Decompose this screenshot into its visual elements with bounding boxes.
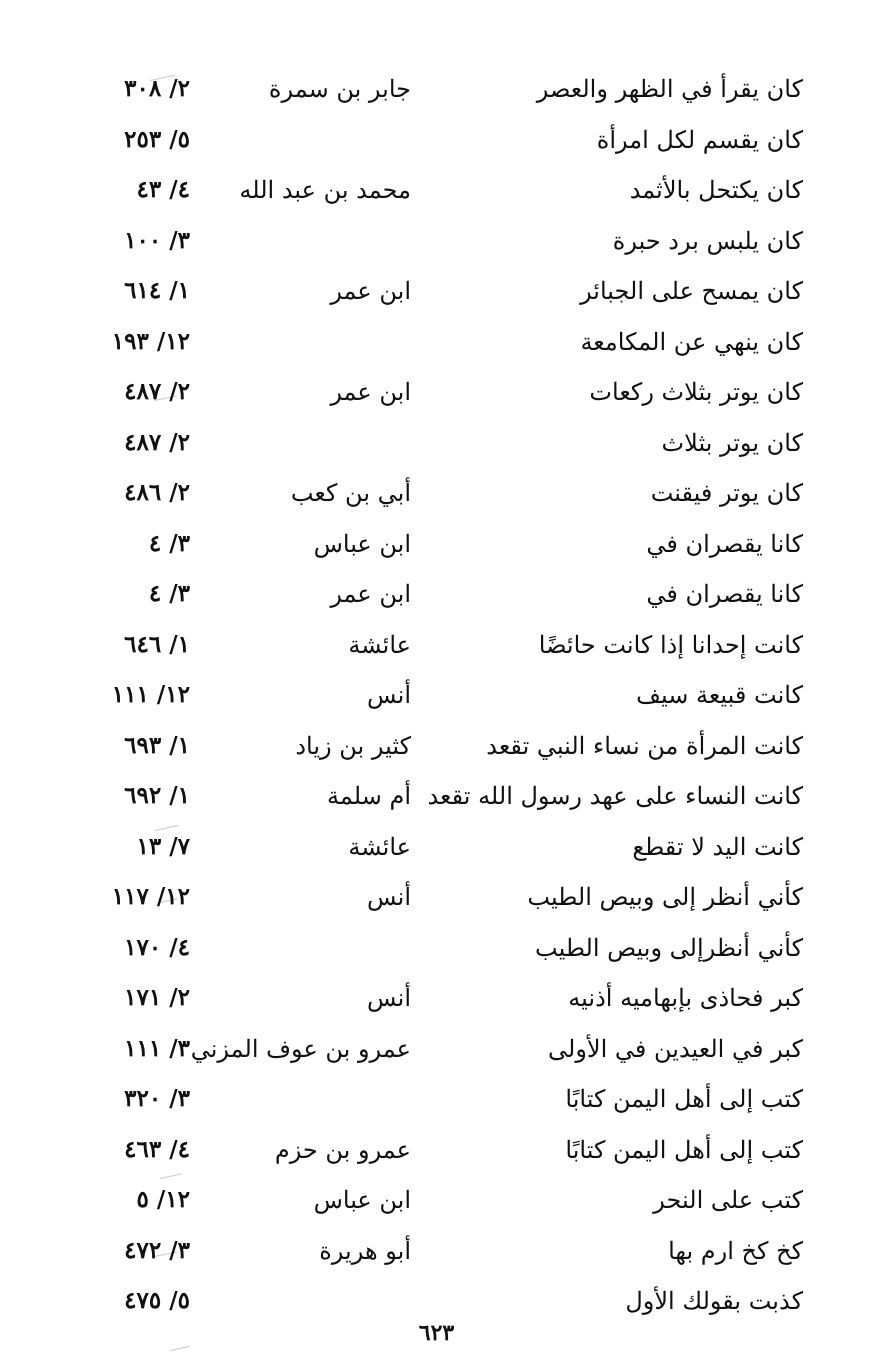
index-row	[0, 115, 873, 166]
hadith-text: كأني أنظرإلى وبيص الطيب	[535, 933, 803, 962]
narrator-name: أبو هريرة	[319, 1236, 411, 1265]
hadith-text: كذبت بقولك الأول	[625, 1287, 803, 1315]
volume-page-ref: ٣/ ١١١	[124, 1034, 190, 1062]
volume-page-ref: ٧/ ١٣	[136, 832, 190, 860]
hadith-text: كتب إلى أهل اليمن كتابًا	[565, 1085, 803, 1113]
index-row	[0, 771, 873, 822]
narrator-name: أنس	[367, 681, 411, 709]
volume-page-ref: ١٢/ ١٩٣	[111, 327, 190, 355]
volume-page-ref: ٥/ ٢٥٣	[124, 125, 190, 153]
volume-page-ref: ٤/ ١٧٠	[124, 933, 190, 961]
hadith-text: كتب على النحر	[653, 1186, 803, 1214]
hadith-text: كان يقسم لكل امرأة	[596, 125, 803, 154]
hadith-text: كانا يقصران في	[646, 529, 803, 558]
hadith-text: كان يلبس برد حبرة	[612, 226, 803, 255]
volume-page-ref: ٢/ ٣٠٨	[124, 75, 190, 102]
hadith-text: كانا يقصران في	[646, 580, 803, 608]
narrator-name: أم سلمة	[327, 782, 411, 810]
index-row	[0, 216, 873, 267]
hadith-text: كبر في العيدين في الأولى	[548, 1034, 803, 1063]
volume-page-ref: ٥/ ٤٧٥	[124, 1287, 190, 1314]
index-row	[0, 418, 873, 469]
index-row	[0, 367, 873, 418]
narrator-name: ابن عمر	[330, 378, 411, 406]
narrator-name: عمرو بن عوف المزني	[190, 1034, 411, 1063]
index-row	[0, 1074, 873, 1125]
index-row	[0, 569, 873, 620]
narrator-name: ابن عباس	[313, 529, 411, 558]
volume-page-ref: ٣/ ٤	[148, 529, 190, 557]
volume-page-ref: ٣/ ٤٧٢	[124, 1236, 190, 1264]
hadith-text: كتب إلى أهل اليمن كتابًا	[565, 1135, 803, 1164]
narrator-name	[196, 1074, 411, 1125]
index-row	[0, 923, 873, 974]
index-row	[0, 620, 873, 671]
volume-page-ref: ٣/ ٤	[148, 580, 190, 607]
hadith-text: كخ كخ ارم بها	[668, 1236, 803, 1265]
volume-page-ref: ٤/ ٤٣	[136, 176, 190, 203]
hadith-text: كان يكتحل بالأثمد	[629, 176, 803, 204]
narrator-name: أنس	[367, 883, 411, 911]
narrator-name	[196, 216, 411, 267]
index-row	[0, 721, 873, 772]
scan-mark	[170, 1346, 190, 1351]
narrator-name	[196, 317, 411, 368]
hadith-text: كان يوتر بثلاث	[661, 428, 803, 457]
index-row	[0, 165, 873, 216]
narrator-name: ابن عمر	[330, 580, 411, 608]
index-row	[0, 670, 873, 721]
volume-page-ref: ٢/ ١٧١	[124, 984, 190, 1011]
narrator-name: ابن عمر	[330, 277, 411, 305]
volume-page-ref: ٢/ ٤٨٧	[124, 378, 190, 405]
index-row	[0, 519, 873, 570]
index-row	[0, 468, 873, 519]
index-row	[0, 1276, 873, 1327]
volume-page-ref: ٢/ ٤٨٦	[124, 479, 190, 506]
hadith-text: كان يوتر بثلاث ركعات	[589, 378, 803, 406]
hadith-text: كانت المرأة من نساء النبي تقعد	[486, 731, 803, 760]
narrator-name	[196, 1276, 411, 1327]
volume-page-ref: ١/ ٦٩٣	[124, 731, 190, 759]
hadith-text: كانت اليد لا تقطع	[632, 832, 803, 861]
volume-page-ref: ١٢/ ٥	[136, 1186, 190, 1213]
volume-page-ref: ٢/ ٤٨٧	[124, 428, 190, 456]
index-row	[0, 973, 873, 1024]
narrator-name: أنس	[367, 984, 411, 1012]
hadith-text: كانت إحدانا إذا كانت حائضًا	[538, 630, 803, 659]
volume-page-ref: ٣/ ٣٢٠	[124, 1085, 190, 1112]
hadith-text: كأني أنظر إلى وبيص الطيب	[527, 883, 803, 911]
narrator-name	[196, 115, 411, 166]
index-row	[0, 822, 873, 873]
narrator-name: جابر بن سمرة	[268, 75, 411, 103]
narrator-name: عائشة	[348, 832, 411, 861]
hadith-text: كان يقرأ في الظهر والعصر	[536, 75, 803, 103]
volume-page-ref: ١/ ٦٤٦	[124, 630, 190, 658]
volume-page-ref: ١/ ٦١٤	[124, 277, 190, 304]
index-row	[0, 1125, 873, 1176]
index-row	[0, 317, 873, 368]
volume-page-ref: ١٢/ ١١٧	[111, 883, 190, 910]
index-row	[0, 872, 873, 923]
hadith-text: كان يمسح على الجبائر	[580, 277, 803, 305]
hadith-text: كبر فحاذى بإبهاميه أذنيه	[568, 984, 803, 1012]
hadith-text: كان يوتر فيقنت	[650, 479, 803, 507]
narrator-name: عائشة	[348, 630, 411, 659]
hadith-text: كانت قبيعة سيف	[636, 681, 803, 709]
narrator-name: محمد بن عبد الله	[239, 176, 411, 204]
volume-page-ref: ٣/ ١٠٠	[124, 226, 190, 254]
hadith-text: كانت النساء على عهد رسول الله تقعد	[427, 782, 803, 810]
narrator-name	[196, 923, 411, 974]
narrator-name: أبي بن كعب	[290, 479, 411, 507]
index-row	[0, 1175, 873, 1226]
index-row	[0, 64, 873, 115]
index-row	[0, 1024, 873, 1075]
index-row	[0, 1226, 873, 1277]
narrator-name	[196, 418, 411, 469]
page-number: ٦٢٣	[418, 1320, 455, 1346]
volume-page-ref: ١/ ٦٩٢	[124, 782, 190, 809]
index-row	[0, 266, 873, 317]
hadith-text: كان ينهي عن المكامعة	[580, 327, 803, 356]
volume-page-ref: ٤/ ٤٦٣	[124, 1135, 190, 1163]
hadith-index-list	[0, 64, 873, 1327]
narrator-name: ابن عباس	[313, 1186, 411, 1214]
narrator-name: كثير بن زياد	[295, 731, 411, 760]
narrator-name: عمرو بن حزم	[274, 1135, 411, 1164]
volume-page-ref: ١٢/ ١١١	[111, 681, 190, 708]
